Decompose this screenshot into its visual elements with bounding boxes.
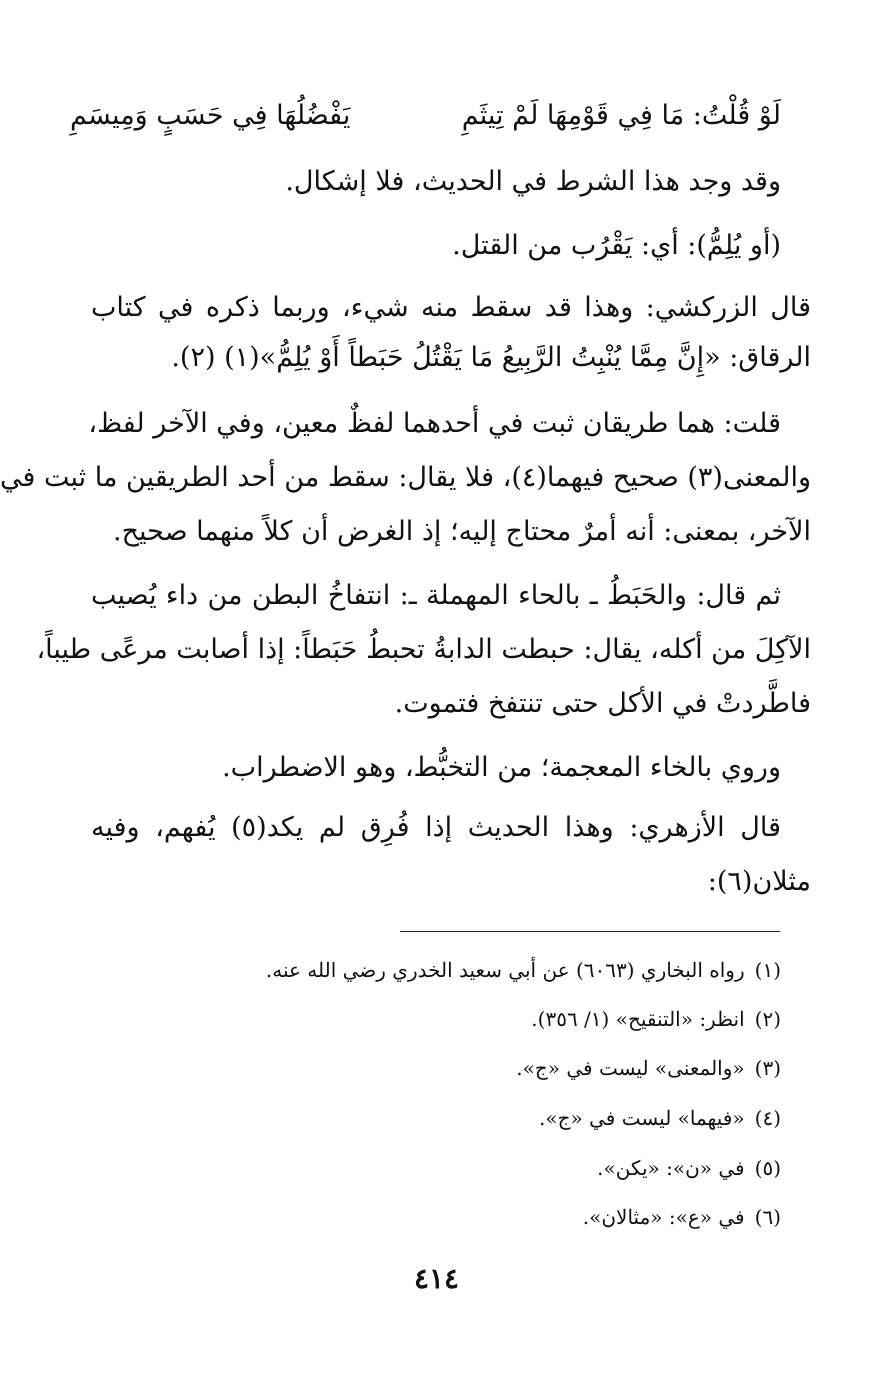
footnote-text: «فيهما» ليست في «ج». xyxy=(539,1106,745,1130)
footnote-text: انظر: «التنقيح» (١/ ٣٥٦). xyxy=(531,1007,745,1031)
footnote xyxy=(539,1103,781,1133)
footnote xyxy=(266,955,781,985)
page-number: ٤١٤ xyxy=(413,1262,460,1295)
footnote xyxy=(583,1202,781,1232)
body-line: قال الأزهري: وهذا الحديث إذا فُرِق لم يكد(٥) يُفهم، وفيه xyxy=(91,812,781,843)
footnote-number: (٤) xyxy=(754,1106,781,1130)
footnote-text: في «ع»: «مثالان». xyxy=(582,1205,745,1229)
body-line: الرقاق: «إِنَّ مِمَّا يُنْبِتُ الرَّبِيعُ مَا يَقْتُلُ حَبَطاً أَوْ يُلِمُّ»(١) (٢). xyxy=(171,342,811,373)
footnote-divider xyxy=(400,931,780,932)
body-line: والمعنى(٣) صحيح فيهما(٤)، فلا يقال: سقط من أحد الطريقين ما ثبت في xyxy=(0,462,811,493)
footnote-number: (٥) xyxy=(754,1156,781,1180)
body-line: وروي بالخاء المعجمة؛ من التخبُّط، وهو الاضطراب. xyxy=(222,752,781,783)
footnote-text: «والمعنى» ليست في «ج». xyxy=(516,1056,745,1080)
body-line: الآكِلَ من أكله، يقال: حبطت الدابةُ تحبطُ حَبَطاً: إذا أصابت مرعًى طيباً، xyxy=(36,634,811,665)
footnote-number: (٦) xyxy=(754,1205,781,1229)
body-line: الآخر، بمعنى: أنه أمرٌ محتاج إليه؛ إذ الغرض أن كلاً منهما صحيح. xyxy=(112,516,811,547)
footnote xyxy=(516,1053,781,1083)
body-line: قلت: هما طريقان ثبت في أحدهما لفظٌ معين، وفي الآخر لفظ، xyxy=(88,408,781,439)
footnote-text: في «ن»: «يكن». xyxy=(597,1156,745,1180)
footnote xyxy=(531,1004,781,1034)
footnote xyxy=(597,1153,781,1183)
verse-second-hemistich: يَفْضُلُهَا فِي حَسَبٍ وَمِيسَمِ xyxy=(70,100,351,131)
footnote-number: (٣) xyxy=(754,1056,781,1080)
footnote-number: (١) xyxy=(754,958,781,982)
verse-first-hemistich: لَوْ قُلْتُ: مَا فِي قَوْمِهَا لَمْ تِيثَمِ xyxy=(461,100,781,131)
body-line: وقد وجد هذا الشرط في الحديث، فلا إشكال. xyxy=(285,166,781,197)
body-line: فاطَّردتْ في الأكل حتى تنتفخ فتموت. xyxy=(394,688,811,719)
body-line: ثم قال: والحَبَطُ ـ بالحاء المهملة ـ: انتفاخُ البطن من داء يُصيب xyxy=(91,580,781,611)
footnote-text: رواه البخاري (٦٠٦٣) عن أبي سعيد الخدري رضي الله عنه. xyxy=(265,958,745,982)
body-line: قال الزركشي: وهذا قد سقط منه شيء، وربما ذكره في كتاب xyxy=(91,292,812,323)
body-line: (أو يُلِمُّ): أي: يَقْرُب من القتل. xyxy=(452,230,781,261)
body-line: مثلان(٦): xyxy=(707,866,811,897)
footnote-number: (٢) xyxy=(754,1007,781,1031)
